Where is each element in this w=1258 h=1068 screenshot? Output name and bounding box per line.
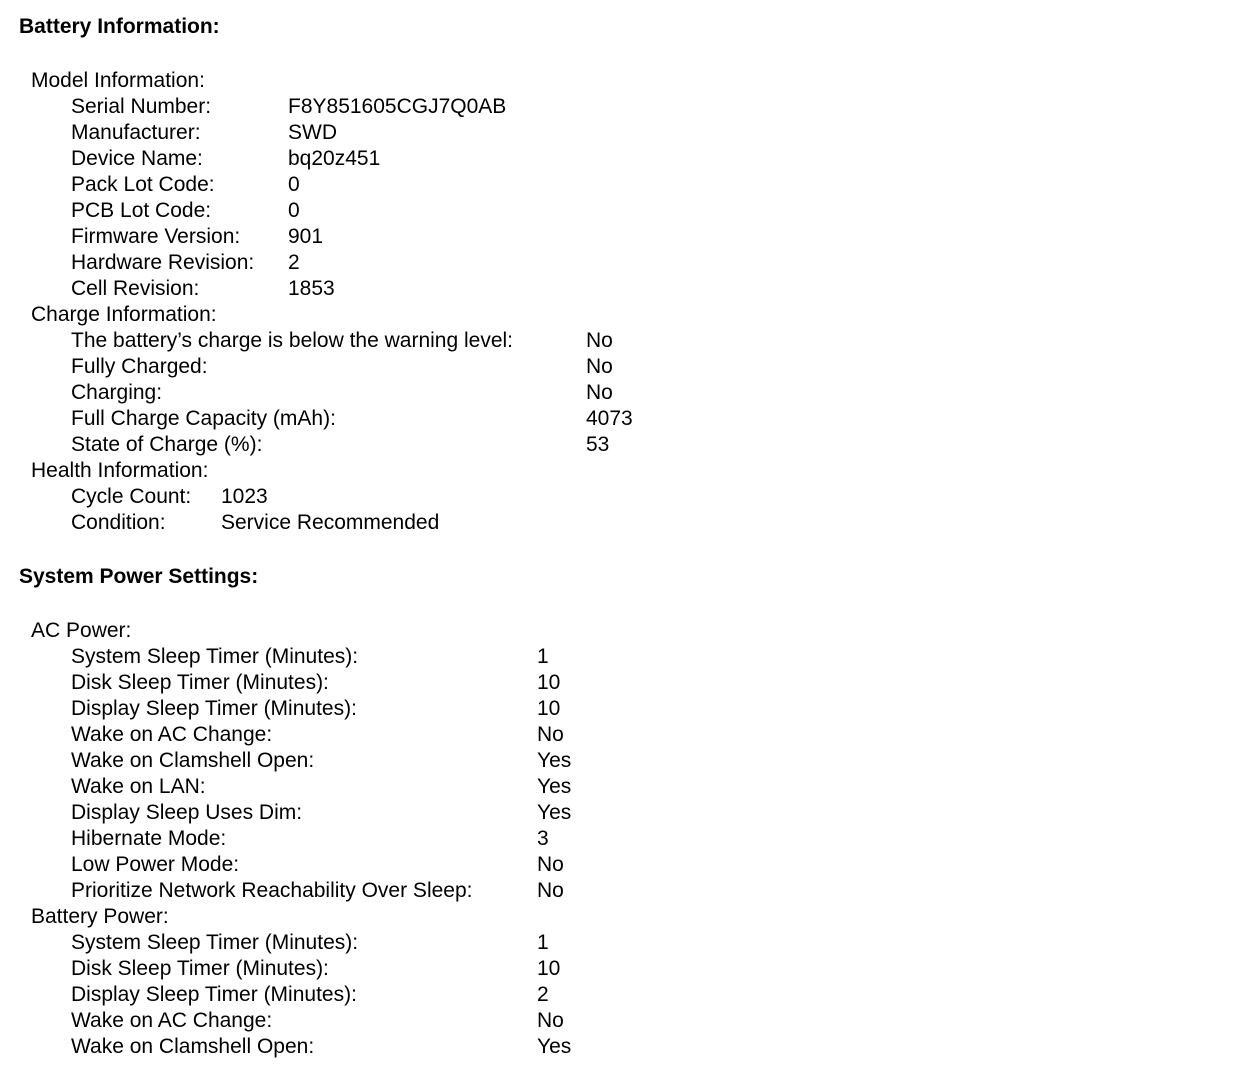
full-charge-capacity-value: 4073 <box>586 407 633 430</box>
below-warning-level-value: No <box>586 329 613 352</box>
battery-system-sleep-timer-label: System Sleep Timer (Minutes): <box>71 931 359 954</box>
battery-wake-on-ac-change-value: No <box>537 1009 564 1032</box>
ac-wake-on-lan-value: Yes <box>537 775 572 798</box>
ac-low-power-mode-label: Low Power Mode: <box>71 853 240 876</box>
serial-number-label: Serial Number: <box>71 95 212 118</box>
condition-label: Condition: <box>71 511 166 534</box>
health-information-heading: Health Information: <box>31 459 209 482</box>
battery-disk-sleep-timer-value: 10 <box>537 957 561 980</box>
ac-low-power-mode-value: No <box>537 853 564 876</box>
ac-wake-on-clamshell-open-value: Yes <box>537 749 572 772</box>
ac-system-sleep-timer-value: 1 <box>537 645 549 668</box>
ac-display-sleep-uses-dim-value: Yes <box>537 801 572 824</box>
charging-label: Charging: <box>71 381 163 404</box>
serial-number-value: F8Y851605CGJ7Q0AB <box>288 95 507 118</box>
cell-revision-label: Cell Revision: <box>71 277 200 300</box>
device-name-label: Device Name: <box>71 147 203 170</box>
battery-display-sleep-timer-value: 2 <box>537 983 549 1006</box>
battery-wake-on-clamshell-open-value: Yes <box>537 1035 572 1058</box>
ac-hibernate-mode-value: 3 <box>537 827 549 850</box>
battery-display-sleep-timer-label: Display Sleep Timer (Minutes): <box>71 983 357 1006</box>
ac-system-sleep-timer-label: System Sleep Timer (Minutes): <box>71 645 359 668</box>
ac-power-heading: AC Power: <box>31 619 132 642</box>
cycle-count-value: 1023 <box>221 485 268 508</box>
ac-display-sleep-timer-value: 10 <box>537 697 561 720</box>
pcb-lot-code-value: 0 <box>288 199 300 222</box>
ac-wake-on-ac-change-value: No <box>537 723 564 746</box>
state-of-charge-label: State of Charge (%): <box>71 433 263 456</box>
ac-display-sleep-uses-dim-label: Display Sleep Uses Dim: <box>71 801 303 824</box>
condition-value: Service Recommended <box>221 511 440 534</box>
battery-wake-on-ac-change-label: Wake on AC Change: <box>71 1009 273 1032</box>
pack-lot-code-value: 0 <box>288 173 300 196</box>
charging-value: No <box>586 381 613 404</box>
firmware-version-label: Firmware Version: <box>71 225 241 248</box>
hardware-revision-value: 2 <box>288 251 300 274</box>
charge-information-heading: Charge Information: <box>31 303 217 326</box>
ac-wake-on-lan-label: Wake on LAN: <box>71 775 206 798</box>
fully-charged-value: No <box>586 355 613 378</box>
below-warning-level-label: The battery’s charge is below the warning level: <box>71 329 514 352</box>
battery-information-heading: Battery Information: <box>19 15 220 38</box>
pcb-lot-code-label: PCB Lot Code: <box>71 199 212 222</box>
battery-disk-sleep-timer-label: Disk Sleep Timer (Minutes): <box>71 957 329 980</box>
ac-hibernate-mode-label: Hibernate Mode: <box>71 827 227 850</box>
ac-display-sleep-timer-label: Display Sleep Timer (Minutes): <box>71 697 357 720</box>
device-name-value: bq20z451 <box>288 147 381 170</box>
ac-prioritize-network-reachability-value: No <box>537 879 564 902</box>
fully-charged-label: Fully Charged: <box>71 355 208 378</box>
battery-power-heading: Battery Power: <box>31 905 169 928</box>
pack-lot-code-label: Pack Lot Code: <box>71 173 215 196</box>
full-charge-capacity-label: Full Charge Capacity (mAh): <box>71 407 336 430</box>
manufacturer-label: Manufacturer: <box>71 121 201 144</box>
system-power-settings-heading: System Power Settings: <box>19 565 259 588</box>
battery-wake-on-clamshell-open-label: Wake on Clamshell Open: <box>71 1035 315 1058</box>
ac-wake-on-clamshell-open-label: Wake on Clamshell Open: <box>71 749 315 772</box>
battery-system-sleep-timer-value: 1 <box>537 931 549 954</box>
ac-wake-on-ac-change-label: Wake on AC Change: <box>71 723 273 746</box>
ac-disk-sleep-timer-value: 10 <box>537 671 561 694</box>
cell-revision-value: 1853 <box>288 277 335 300</box>
model-information-heading: Model Information: <box>31 69 205 92</box>
manufacturer-value: SWD <box>288 121 337 144</box>
hardware-revision-label: Hardware Revision: <box>71 251 255 274</box>
firmware-version-value: 901 <box>288 225 324 248</box>
ac-disk-sleep-timer-label: Disk Sleep Timer (Minutes): <box>71 671 329 694</box>
cycle-count-label: Cycle Count: <box>71 485 192 508</box>
state-of-charge-value: 53 <box>586 433 610 456</box>
ac-prioritize-network-reachability-label: Prioritize Network Reachability Over Sleep: <box>71 879 473 902</box>
